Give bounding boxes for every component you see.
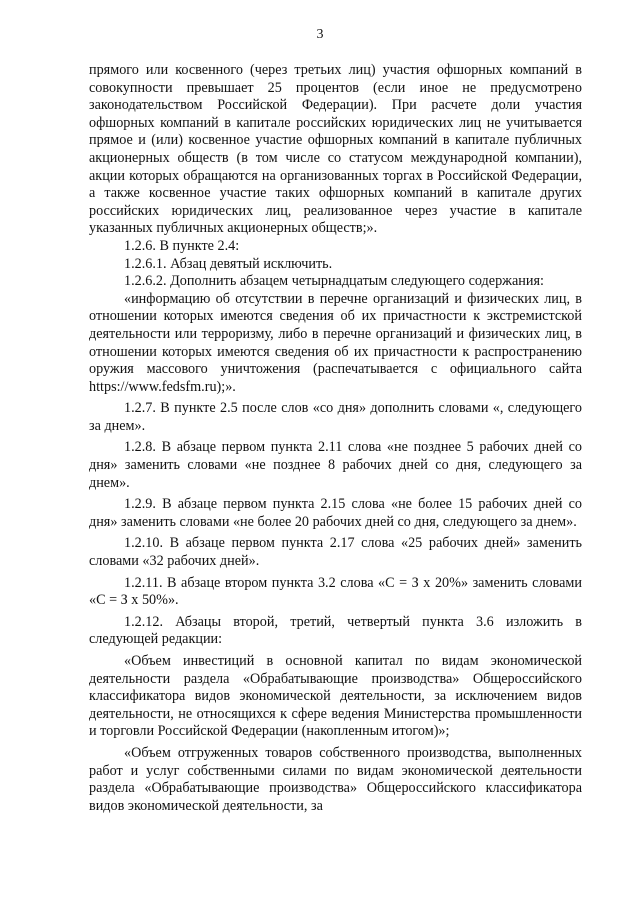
paragraph-1-2-6-1: 1.2.6.1. Абзац девятый исключить. [124,255,333,272]
paragraph-1-2-9: 1.2.9. В абзаце первом пункта 2.15 слова «не более 15 рабочих дней со дня» заменить словами «не более 20 рабочих дней со дня, следующего за днем». [89,496,582,530]
paragraph-1-2-6: 1.2.6. В пункте 2.4: [124,237,240,254]
paragraph-1-2-7: 1.2.7. В пункте 2.5 после слов «со дня» дополнить словами «, следующего за днем». [89,400,582,434]
paragraph-offshore-participation: прямого или косвенного (через третьих лиц) участия офшорных компаний в совокупности превышает 25 процентов (если иное не предусмотрено законодательством Российской Федерации). При расчете доли участия офшорных компаний в капитале российских юридических лиц не учитывается прямое и (или) косвенное участие офшорных компаний в капитале публичных акционерных обществ (в том числе со статусом международной компании), акции которых обращаются на организованных торгах в Российской Федерации, а также косвенное участие таких офшорных компаний в капитале других российских юридических лиц, реализованное через участие в капитале указанных публичных акционерных обществ;». [89,62,582,237]
page-number: 3 [316,27,324,42]
document-body [89,62,582,815]
paragraph-1-2-8: 1.2.8. В абзаце первом пункта 2.11 слова «не позднее 5 рабочих дней со дня» заменить словами «не позднее 8 рабочих дней со дня, следующего за днем». [89,439,582,491]
paragraph-1-2-12: 1.2.12. Абзацы второй, третий, четвертый пункта 3.6 изложить в следующей редакции: [89,613,582,648]
paragraph-information-absence: «информацию об отсутствии в перечне организаций и физических лиц, в отношении которых имеются сведения об их причастности к экстремистской деятельности или терроризму, либо в перечне организаций и физических лиц, в отношении которых имеются сведения об их причастности к распространению оружия массового уничтожения (распечатывается с официального сайта https://www.fedsfm.ru);». [89,290,582,395]
paragraph-1-2-10: 1.2.10. В абзаце первом пункта 2.17 слова «25 рабочих дней» заменить словами «32 рабочих дней». [89,535,582,570]
paragraph-1-2-6-2: 1.2.6.2. Дополнить абзацем четырнадцатым следующего содержания: [124,273,544,290]
paragraph-1-2-11: 1.2.11. В абзаце втором пункта 3.2 слова «С = З х 20%» заменить словами «С = З х 50%». [89,574,582,609]
paragraph-investment-volume: «Объем инвестиций в основной капитал по видам экономической деятельности раздела «Обрабатывающие производства» Общероссийского классификатора видов экономической деятельности, за исключением видов деятельности, не относящихся к сфере ведения Министерства промышленности и торговли Российской Федерации (накопленным итогом)»; [89,653,582,740]
paragraph-shipped-goods-volume: «Объем отгруженных товаров собственного производства, выполненных работ и услуг собственными силами по видам экономической деятельности раздела «Обрабатывающие производства» Общероссийского классификатора видов экономической деятельности, за [89,744,582,814]
